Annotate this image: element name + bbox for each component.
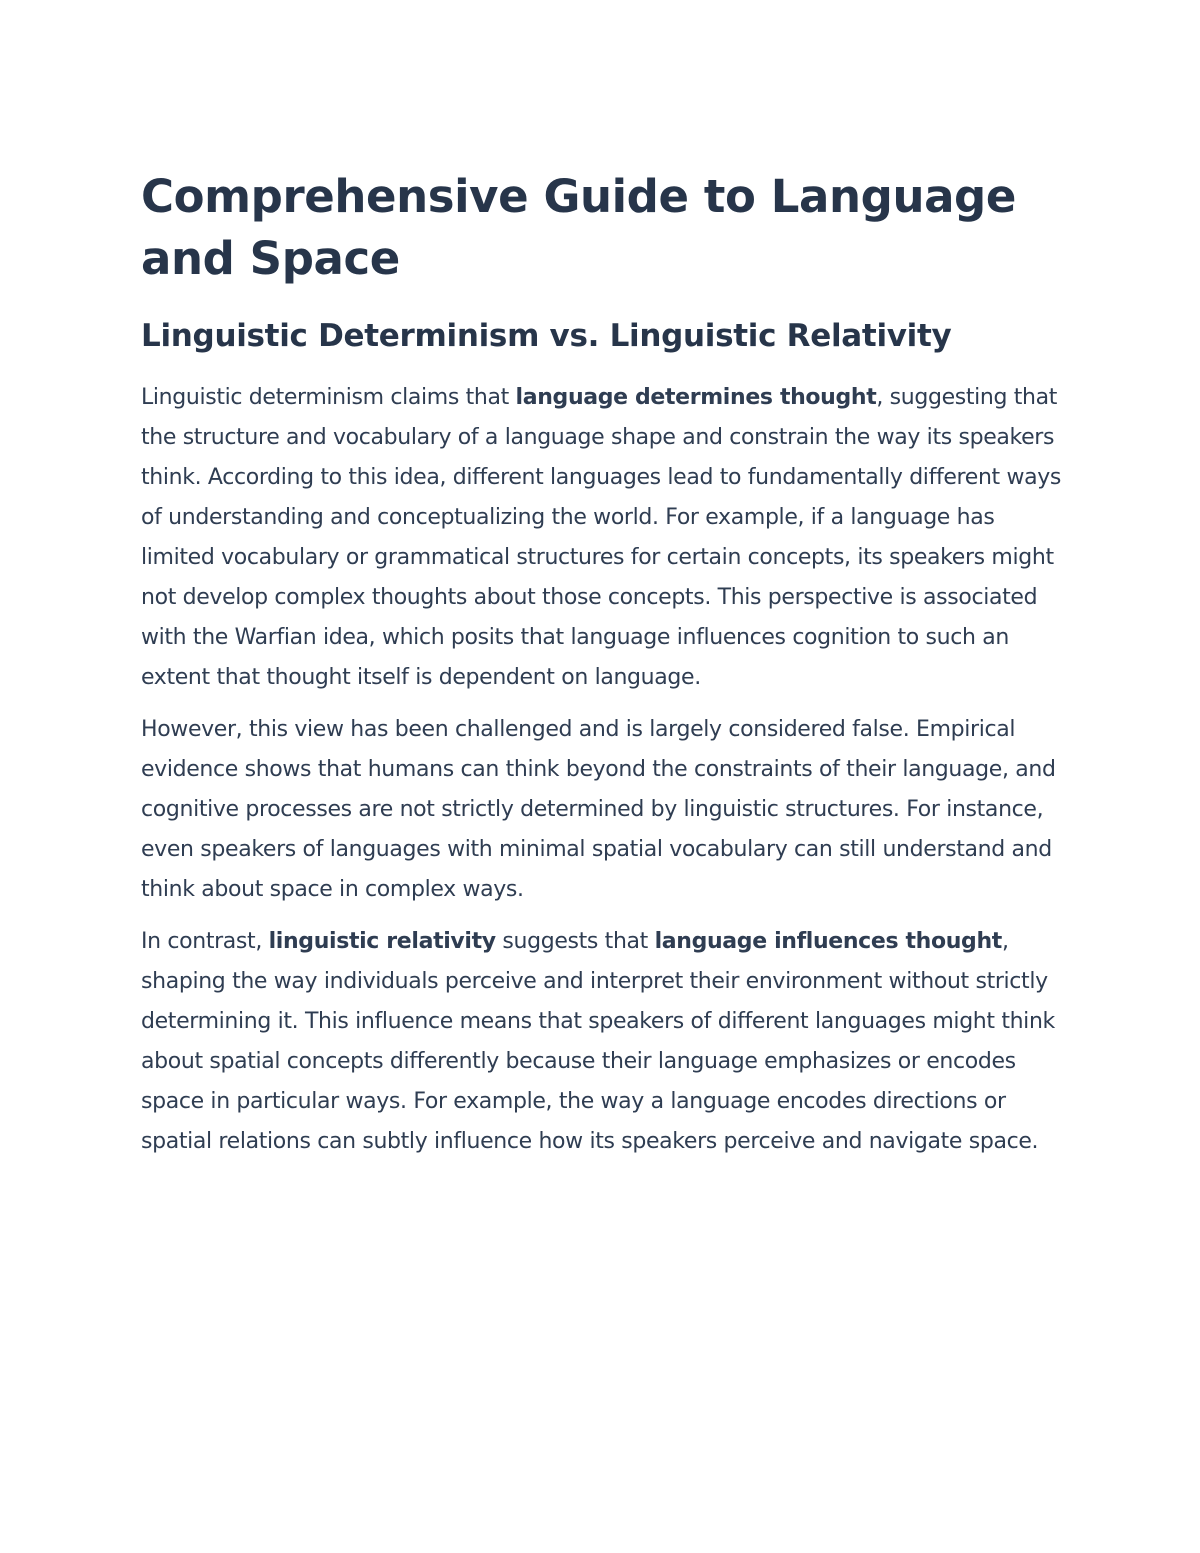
paragraph-text: suggests that bbox=[495, 929, 655, 954]
paragraph-text: In contrast, bbox=[141, 929, 269, 954]
paragraph-text: Linguistic determinism claims that bbox=[141, 385, 516, 410]
bold-phrase: language determines thought bbox=[515, 385, 877, 410]
paragraph-text: , suggesting that the structure and vocabulary of a language shape and constrain the way its speakers think. According to this idea, different languages lead to fundamentally different ways of understanding and conceptualizing the world. For example, if a language has limited vocabulary or grammatical structures for certain concepts, its speakers might not develop complex thoughts about those concepts. This perspective is associated with the Warfian idea, which posits that language influences cognition to such an extent that thought itself is dependent on language. bbox=[141, 385, 1062, 690]
paragraph-text: , shaping the way individuals perceive and interpret their environment without strictly determining it. This influence means that speakers of different languages might think about spatial concepts differently because their language emphasizes or encodes space in particular ways. For example, the way a language encodes directions or spatial relations can subtly influence how its speakers perceive and navigate space. bbox=[141, 929, 1055, 1154]
bold-phrase: language influences thought bbox=[654, 929, 1002, 954]
paragraph-relativity bbox=[141, 922, 1061, 1162]
section-heading: Linguistic Determinism vs. Linguistic Relativity bbox=[141, 318, 952, 354]
document-page bbox=[141, 166, 1061, 1162]
bold-phrase: linguistic relativity bbox=[268, 929, 496, 954]
document-title: Comprehensive Guide to Language and Space bbox=[141, 170, 1016, 285]
paragraph-determinism bbox=[141, 378, 1061, 698]
paragraph-critique: However, this view has been challenged and is largely considered false. Empirical evidence shows that humans can think beyond the constraints of their language, and cognitive processes are not strictly determined by linguistic structures. For instance, even speakers of languages with minimal spatial vocabulary can still understand and think about space in complex ways. bbox=[141, 717, 1056, 902]
